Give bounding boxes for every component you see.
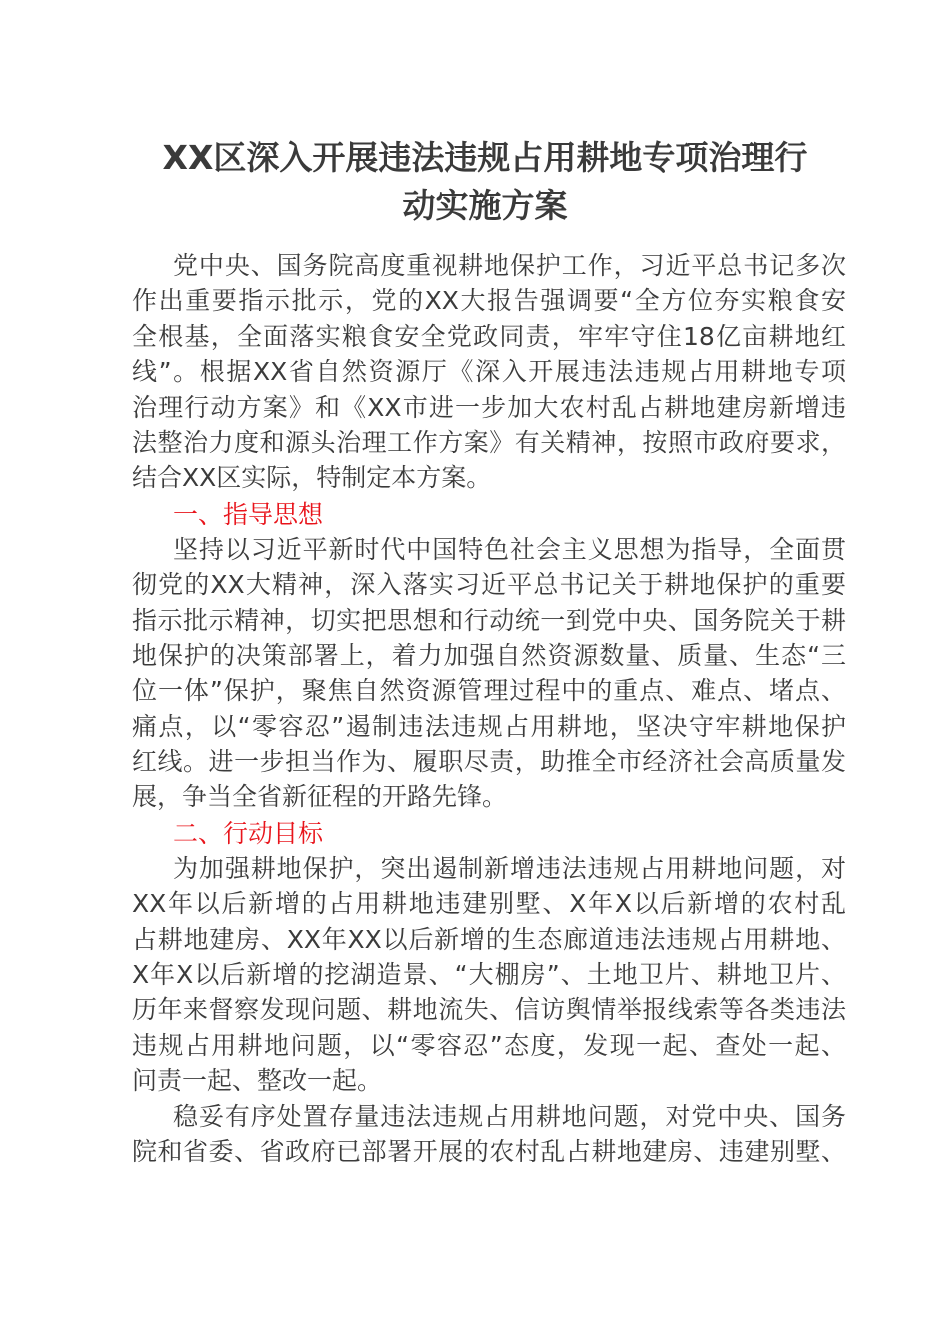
text-line: 党中央、国务院高度重视耕地保护工作，习近平总书记多次 [173,251,846,280]
text-line: 结合XX区实际，特制定本方案。 [132,463,492,493]
text-line: 治理行动方案》和《XX市进一步加大农村乱占耕地建房新增违 [132,392,846,422]
text-line: 历年来督察发现问题、耕地流失、信访舆情举报线索等各类违法 [132,995,846,1025]
text-line: 占耕地建房、XX年XX以后新增的生态廊道违法违规占用耕地、 [132,924,846,954]
text-line: 红线。进一步担当作为、履职尽责，助推全市经济社会高质量发 [132,747,846,777]
title-line: 动实施方案 [402,186,568,225]
text-line: 坚持以习近平新时代中国特色社会主义思想为指导，全面贯 [173,534,846,564]
document-body [132,248,846,1169]
text-line: 稳妥有序处置存量违法违规占用耕地问题，对党中央、国务 [173,1101,846,1131]
text-line: 地保护的决策部署上，着力加强自然资源数量、质量、生态“三 [132,640,846,670]
text-line: 全根基，全面落实粮食安全党政同责，牢牢守住18亿亩耕地红 [132,321,846,351]
section-heading: 一、指导思想 [173,499,324,529]
paragraph [132,532,846,815]
text-line: 彻党的XX大精神，深入落实习近平总书记关于耕地保护的重要 [132,570,846,600]
text-line: 位一体”保护，聚焦自然资源管理过程中的重点、难点、堵点、 [132,676,846,706]
text-line: 作出重要指示批示，党的XX大报告强调要“全方位夯实粮食安 [132,286,846,316]
section-heading: 二、行动目标 [173,818,324,848]
paragraph [132,248,846,496]
paragraph [132,1099,846,1170]
text-line: XX年以后新增的占用耕地违建别墅、X年X以后新增的农村乱 [132,889,846,919]
text-line: 线”。根据XX省自然资源厅《深入开展违法违规占用耕地专项 [132,357,846,387]
title-line: XX区深入开展违法违规占用耕地专项治理行 [162,138,808,177]
text-line: X年X以后新增的挖湖造景、“大棚房”、土地卫片、耕地卫片、 [132,960,846,990]
text-line: 展，争当全省新征程的开路先锋。 [132,782,508,812]
text-line: 违规占用耕地问题，以“零容忍”态度，发现一起、查处一起、 [132,1030,846,1060]
text-line: 法整治力度和源头治理工作方案》有关精神，按照市政府要求， [132,427,846,457]
paragraph [132,851,846,1099]
text-line: 为加强耕地保护，突出遏制新增违法违规占用耕地问题，对 [173,853,846,883]
text-line: 痛点，以“零容忍”遏制违法违规占用耕地，坚决守牢耕地保护 [132,711,846,741]
text-line: 问责一起、整改一起。 [132,1066,383,1096]
document-title [120,134,850,230]
text-line: 院和省委、省政府已部署开展的农村乱占耕地建房、违建别墅、 [132,1136,846,1166]
text-line: 指示批示精神，切实把思想和行动统一到党中央、国务院关于耕 [132,605,846,635]
